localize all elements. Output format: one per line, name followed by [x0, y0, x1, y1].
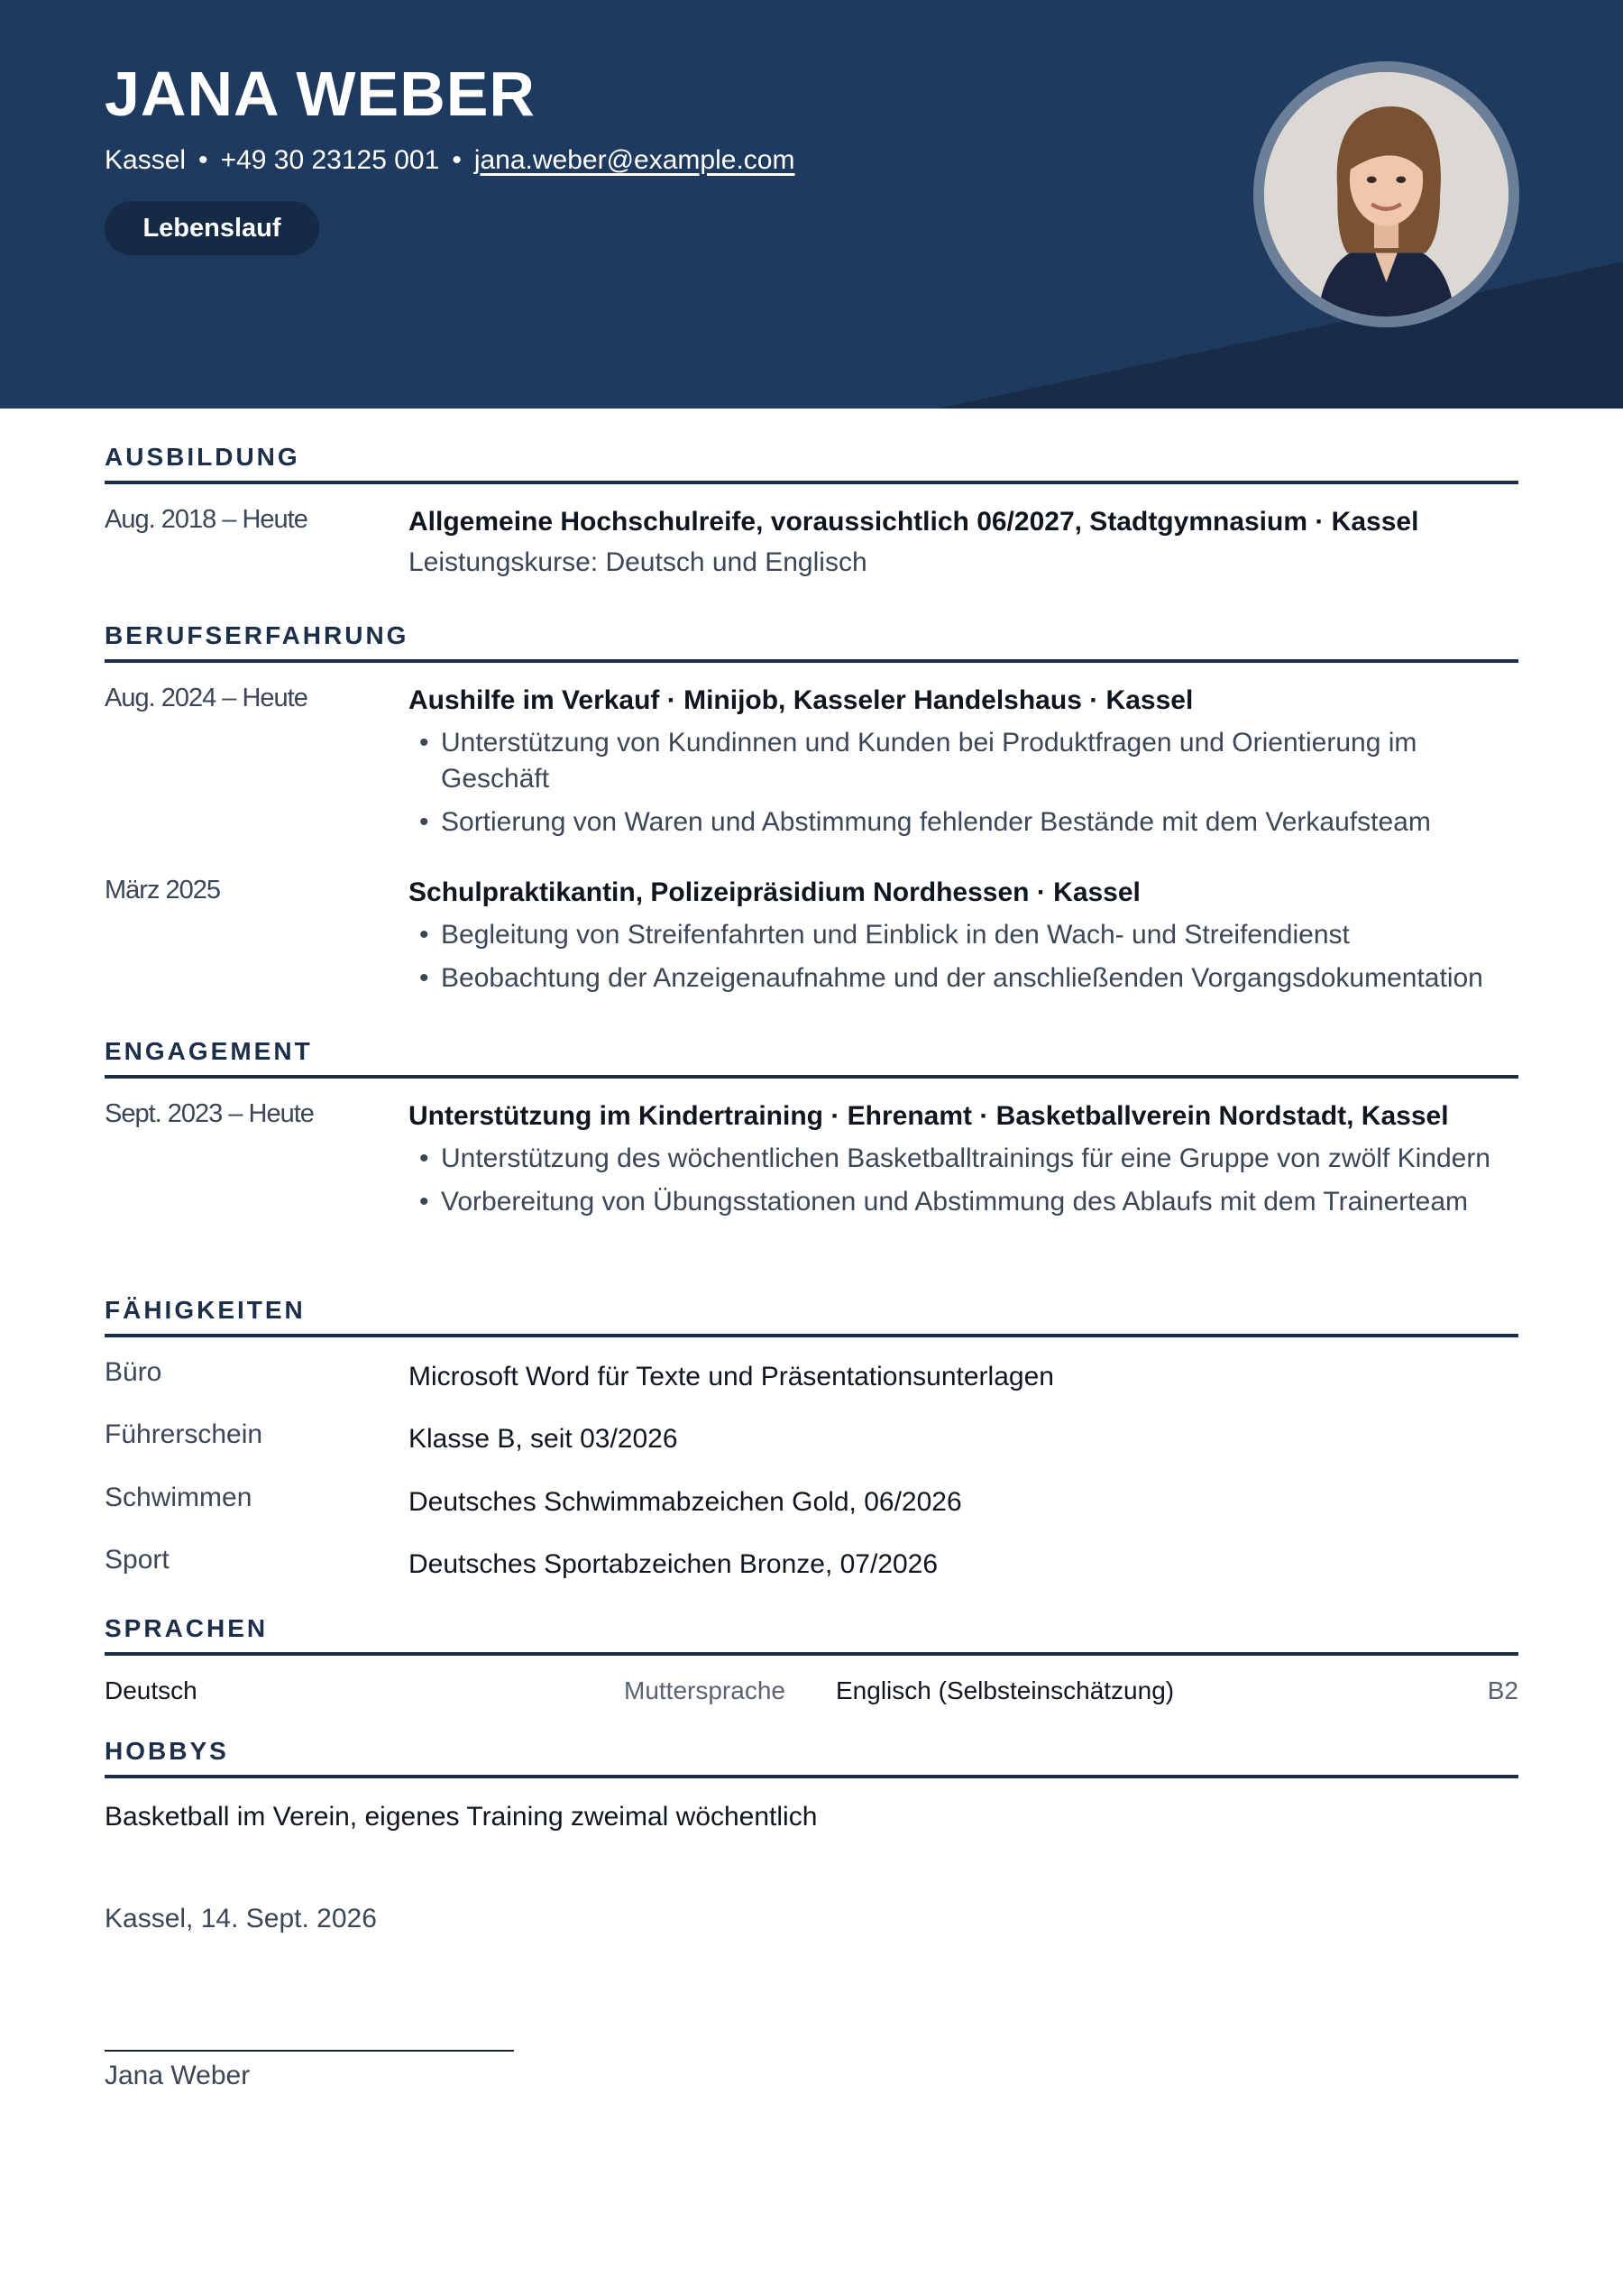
entry-bullet-list [408, 917, 1527, 1004]
language-name: Englisch (Selbsteinschätzung) [836, 1676, 1175, 1704]
skill-value: Klasse B, seit 03/2026 [408, 1424, 678, 1454]
place-date: Kassel, 14. Sept. 2026 [105, 1904, 377, 1933]
entry-bullet-list [408, 1141, 1527, 1227]
skill-label: Schwimmen [105, 1483, 252, 1512]
hobbies-text: Basketball im Verein, eigenes Training zweimal wöchentlich [105, 1802, 818, 1832]
portrait-illustration [1264, 72, 1508, 317]
skill-label: Sport [105, 1545, 170, 1575]
list-item: • Unterstützung von Kundinnen und Kunden bei Produktfragen und Orientierung im Geschäft [408, 725, 1527, 797]
entry-date: März 2025 [105, 876, 221, 905]
skill-value: Deutsches Sportabzeichen Bronze, 07/2026 [408, 1549, 939, 1579]
section-divider [105, 1075, 1518, 1079]
skill-value: Microsoft Word für Texte und Präsentationsunterlagen [408, 1362, 1054, 1391]
entry-title: Unterstützung im Kindertraining · Ehrenamt · Basketballverein Nordstadt, Kassel [408, 1101, 1449, 1131]
list-item: • Sortierung von Waren und Abstimmung fehlender Bestände mit dem Verkaufsteam [408, 804, 1527, 840]
section-divider [105, 659, 1518, 663]
entry-title: Schulpraktikantin, Polizeipräsidium Nordhessen · Kassel [408, 877, 1141, 907]
entry-title: Allgemeine Hochschulreife, voraussichtlich 06/2027, Stadtgymnasium · Kassel [408, 507, 1419, 537]
signature-name: Jana Weber [105, 2061, 251, 2090]
entry-title: Aushilfe im Verkauf · Minijob, Kasseler Handelshaus · Kassel [408, 685, 1194, 715]
list-item: • Vorbereitung von Übungsstationen und Abstimmung des Ablaufs mit dem Trainerteam [408, 1184, 1527, 1220]
skill-label: Büro [105, 1357, 162, 1387]
skill-label: Führerschein [105, 1419, 263, 1449]
contact-city: Kassel [105, 145, 187, 175]
contact-separator: • [198, 145, 208, 175]
section-title-education: AUSBILDUNG [105, 443, 300, 471]
signature-line [105, 2050, 514, 2052]
contact-email-link[interactable]: jana.weber@example.com [473, 145, 795, 175]
portrait-photo-icon [1253, 61, 1519, 327]
entry-date: Aug. 2018 – Heute [105, 505, 307, 534]
entry-date: Aug. 2024 – Heute [105, 684, 307, 712]
entry-date: Sept. 2023 – Heute [105, 1099, 314, 1128]
contact-separator: • [452, 145, 462, 175]
section-divider [105, 1334, 1518, 1337]
contact-phone[interactable]: +49 30 23125 001 [220, 145, 440, 175]
section-title-experience: BERUFSERFAHRUNG [105, 621, 409, 649]
language-name: Deutsch [105, 1676, 197, 1704]
header-banner [0, 0, 1623, 409]
list-item: • Begleitung von Streifenfahrten und Einblick in den Wach- und Streifendienst [408, 917, 1527, 953]
section-divider [105, 1775, 1518, 1778]
language-level: B2 [1487, 1676, 1518, 1704]
skill-value: Deutsches Schwimmabzeichen Gold, 06/2026 [408, 1487, 962, 1517]
section-divider [105, 1652, 1518, 1656]
list-item: • Beobachtung der Anzeigenaufnahme und der anschließenden Vorgangsdokumentation [408, 960, 1527, 996]
list-item: • Unterstützung des wöchentlichen Basketballtrainings für eine Gruppe von zwölf Kindern [408, 1141, 1527, 1177]
entry-bullet-list [408, 725, 1527, 848]
section-title-engagement: ENGAGEMENT [105, 1037, 313, 1065]
section-title-languages: SPRACHEN [105, 1614, 269, 1642]
language-level: Muttersprache [624, 1676, 785, 1704]
section-title-hobbies: HOBBYS [105, 1737, 229, 1765]
section-divider [105, 481, 1518, 484]
contact-line [105, 142, 794, 179]
entry-subtitle: Leistungskurse: Deutsch und Englisch [408, 547, 867, 577]
candidate-name: JANA WEBER [105, 59, 536, 129]
document-type-badge: Lebenslauf [105, 201, 319, 255]
section-title-skills: FÄHIGKEITEN [105, 1296, 306, 1324]
